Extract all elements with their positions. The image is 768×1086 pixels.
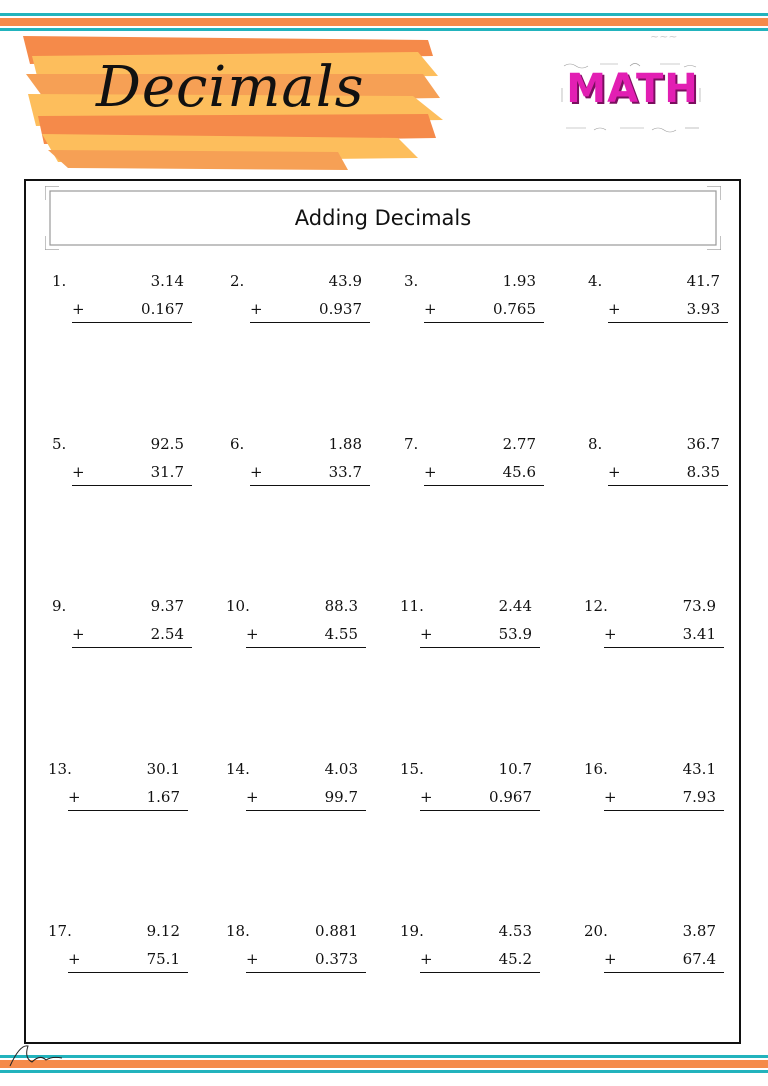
answer-line <box>68 810 188 811</box>
problem-16 <box>584 760 724 820</box>
answer-line <box>246 972 366 973</box>
bottom-teal-stripe <box>0 1055 768 1058</box>
bottom-orange-stripe <box>0 1060 768 1068</box>
problem-8 <box>588 435 728 495</box>
math-logo-text: MATH <box>566 66 699 112</box>
problem-number: 2. <box>230 272 245 290</box>
addend-bottom: 31.7 <box>150 463 184 481</box>
plus-sign: + <box>72 463 85 481</box>
problem-5 <box>52 435 192 495</box>
plus-sign: + <box>608 463 621 481</box>
problem-17 <box>48 922 188 982</box>
signature-watermark: ~~~ <box>650 30 678 43</box>
problem-number: 8. <box>588 435 603 453</box>
answer-line <box>250 485 370 486</box>
addend-bottom: 3.41 <box>682 625 716 643</box>
plus-sign: + <box>72 625 85 643</box>
plus-sign: + <box>604 950 617 968</box>
addend-top: 1.88 <box>328 435 362 453</box>
addend-top: 43.1 <box>682 760 716 778</box>
answer-line <box>68 972 188 973</box>
problem-number: 6. <box>230 435 245 453</box>
answer-line <box>608 485 728 486</box>
addend-bottom: 33.7 <box>328 463 362 481</box>
plus-sign: + <box>250 300 263 318</box>
answer-line <box>246 647 366 648</box>
addend-bottom: 0.937 <box>319 300 362 318</box>
top-orange-stripe <box>0 18 768 26</box>
addend-bottom: 3.93 <box>686 300 720 318</box>
addend-top: 4.03 <box>324 760 358 778</box>
addend-bottom: 53.9 <box>498 625 532 643</box>
answer-line <box>424 485 544 486</box>
problem-number: 19. <box>400 922 424 940</box>
problem-2 <box>230 272 370 332</box>
addend-top: 3.87 <box>682 922 716 940</box>
addend-bottom: 7.93 <box>682 788 716 806</box>
addend-top: 2.77 <box>502 435 536 453</box>
problem-20 <box>584 922 724 982</box>
problem-number: 17. <box>48 922 72 940</box>
problem-number: 20. <box>584 922 608 940</box>
problem-number: 15. <box>400 760 424 778</box>
problem-18 <box>226 922 366 982</box>
addend-bottom: 75.1 <box>146 950 180 968</box>
answer-line <box>604 972 724 973</box>
problem-11 <box>400 597 540 657</box>
addend-top: 2.44 <box>498 597 532 615</box>
answer-line <box>246 810 366 811</box>
addend-top: 43.9 <box>328 272 362 290</box>
problem-number: 1. <box>52 272 67 290</box>
plus-sign: + <box>246 950 259 968</box>
problem-number: 13. <box>48 760 72 778</box>
addend-top: 3.14 <box>150 272 184 290</box>
answer-line <box>420 972 540 973</box>
addend-top: 10.7 <box>498 760 532 778</box>
problem-12 <box>584 597 724 657</box>
answer-line <box>604 810 724 811</box>
problem-13 <box>48 760 188 820</box>
plus-sign: + <box>68 950 81 968</box>
problem-3 <box>404 272 544 332</box>
plus-sign: + <box>68 788 81 806</box>
plus-sign: + <box>250 463 263 481</box>
addend-bottom: 45.6 <box>502 463 536 481</box>
answer-line <box>72 647 192 648</box>
plus-sign: + <box>608 300 621 318</box>
addend-bottom: 99.7 <box>324 788 358 806</box>
addend-bottom: 1.67 <box>146 788 180 806</box>
problem-number: 9. <box>52 597 67 615</box>
addend-top: 4.53 <box>498 922 532 940</box>
problem-number: 3. <box>404 272 419 290</box>
addend-bottom: 8.35 <box>686 463 720 481</box>
addend-top: 88.3 <box>324 597 358 615</box>
addend-top: 30.1 <box>146 760 180 778</box>
addend-top: 92.5 <box>150 435 184 453</box>
bottom-teal-stripe-lower <box>0 1070 768 1073</box>
addend-top: 0.881 <box>315 922 358 940</box>
problem-10 <box>226 597 366 657</box>
plus-sign: + <box>246 788 259 806</box>
problem-number: 7. <box>404 435 419 453</box>
problem-9 <box>52 597 192 657</box>
problem-number: 10. <box>226 597 250 615</box>
addend-top: 41.7 <box>686 272 720 290</box>
addend-bottom: 67.4 <box>682 950 716 968</box>
page-title: Decimals <box>96 55 365 120</box>
problem-1 <box>52 272 192 332</box>
problem-number: 11. <box>400 597 424 615</box>
problem-number: 16. <box>584 760 608 778</box>
problem-number: 18. <box>226 922 250 940</box>
addend-bottom: 0.967 <box>489 788 532 806</box>
problem-7 <box>404 435 544 495</box>
problem-number: 14. <box>226 760 250 778</box>
addend-bottom: 0.373 <box>315 950 358 968</box>
answer-line <box>420 810 540 811</box>
answer-line <box>420 647 540 648</box>
addend-top: 9.12 <box>146 922 180 940</box>
plus-sign: + <box>72 300 85 318</box>
answer-line <box>608 322 728 323</box>
plus-sign: + <box>420 788 433 806</box>
addend-bottom: 0.167 <box>141 300 184 318</box>
addend-bottom: 45.2 <box>498 950 532 968</box>
plus-sign: + <box>420 950 433 968</box>
plus-sign: + <box>246 625 259 643</box>
problem-4 <box>588 272 728 332</box>
addend-bottom: 0.765 <box>493 300 536 318</box>
plus-sign: + <box>424 300 437 318</box>
addend-top: 36.7 <box>686 435 720 453</box>
plus-sign: + <box>604 625 617 643</box>
problem-14 <box>226 760 366 820</box>
addend-top: 1.93 <box>502 272 536 290</box>
answer-line <box>604 647 724 648</box>
addend-top: 9.37 <box>150 597 184 615</box>
answer-line <box>72 485 192 486</box>
signature-mark <box>6 1040 66 1070</box>
problem-19 <box>400 922 540 982</box>
problem-15 <box>400 760 540 820</box>
plus-sign: + <box>420 625 433 643</box>
plus-sign: + <box>604 788 617 806</box>
answer-line <box>424 322 544 323</box>
addend-bottom: 4.55 <box>324 625 358 643</box>
problem-number: 4. <box>588 272 603 290</box>
problem-number: 12. <box>584 597 608 615</box>
top-teal-stripe <box>0 13 768 16</box>
addend-bottom: 2.54 <box>150 625 184 643</box>
answer-line <box>72 322 192 323</box>
plus-sign: + <box>424 463 437 481</box>
problem-number: 5. <box>52 435 67 453</box>
answer-line <box>250 322 370 323</box>
worksheet-title: Adding Decimals <box>294 206 472 230</box>
addend-top: 73.9 <box>682 597 716 615</box>
problem-6 <box>230 435 370 495</box>
